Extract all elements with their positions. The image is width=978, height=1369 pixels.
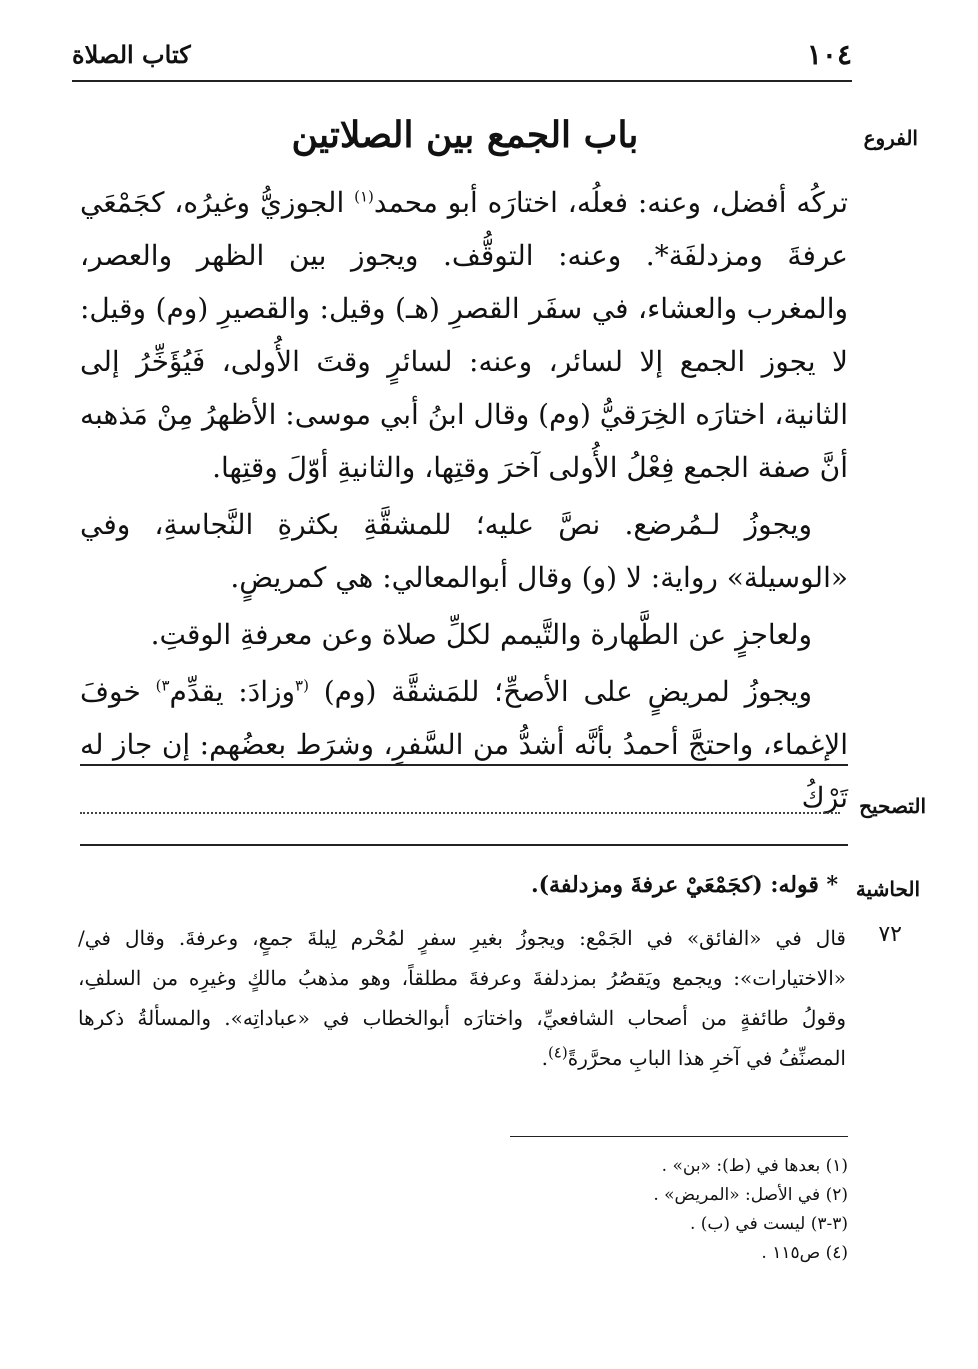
header-divider <box>72 80 852 82</box>
main-text <box>80 176 848 824</box>
page-number: ١٠٤ <box>806 38 852 71</box>
commentary-heading: * قوله: (كجَمْعَيْ عرفةَ ومزدلفة). <box>530 872 838 898</box>
footnote-ref: (٤) <box>547 1043 568 1062</box>
section-label-furu: الفروع <box>863 126 918 150</box>
section-label-tashih: التصحيح <box>859 794 926 818</box>
footnote-ref: (١) <box>354 187 374 206</box>
commentary-number: ٧٢ <box>878 922 902 947</box>
section-divider <box>80 764 848 766</box>
running-title: كتاب الصلاة <box>72 40 191 69</box>
section-divider <box>80 844 848 846</box>
footnote-item: (٢) في الأصل: «المريض» . <box>653 1185 848 1205</box>
footnote-ref: ٣) <box>155 676 170 695</box>
main-paragraph-1: تركُه أفضل، وعنه: فعلُه، اختارَه أبو محمد$^{(١)}$ الجوزيُّ وغيرُه، كجَمْعَي عرفةَ ومزدلفَة*. وعنه: التوقُّف. ويجوز بين الظهر والعصر، والمغرب والعشاء، في سفَر القصرِ (هـ) وقيل: والقصيرِ (وم) وقيل: لا يجوز الجمع إلا لسائر، وعنه: لسائرٍ وقتَ الأُولى، فَيُؤَخِّرُ إلى الثانية، اختارَه الخِرَقيُّ (وم) وقال ابنُ أبي موسى: الأظهرُ مِنْ مَذهبه أنَّ صفة الجمع فِعْلُ الأُولى آخرَ وقتِها، والثانيةِ أوّلَ وقتِها. <box>79 186 849 484</box>
footnote-item: (٣-٣) ليست في (ب) . <box>689 1214 848 1234</box>
footnotes <box>448 1152 848 1268</box>
correction-dotted-line <box>80 796 840 814</box>
main-paragraph-2: ويجوزُ لـمُرضع. نصَّ عليه؛ للمشقَّةِ بكثرةِ النَّجاسةِ، وفي «الوسيلة» رواية: لا (و) وقال أبوالمعالي: هي كمريضٍ. <box>80 508 848 594</box>
footnote-item: (١) بعدها في (ط): «بن» . <box>661 1156 848 1176</box>
section-label-hashiya: الحاشية <box>855 877 920 901</box>
main-paragraph-3: ولعاجزٍ عن الطَّهارة والتَّيمم لكلِّ صلاة وعن معرفةِ الوقتِ. <box>150 618 812 651</box>
main-paragraph-4: ويجوزُ لمريضٍ على الأصحِّ؛ للمَشقَّة (وم) $^{(٣}$وزادَ: يقدِّم$^{٣)}$ خوفَ الإغماء، واحتجَّ أحمدُ بأنَّه أشدُّ من السَّفرِ، وشرَط بعضُهم: إن جاز له تَرْكُ <box>80 675 848 814</box>
chapter-title: باب الجمع بين الصلاتين <box>291 114 639 156</box>
commentary-paragraph: قال في «الفائق» في الجَمْع: ويجوزُ بغيرِ سفرٍ لمُحْرم لِيلةَ جمعٍ، وعرفةَ. وقال في/ «الاختيارات»: ويجمع ويَقصُرُ بمزدلفةَ وعرفةَ مطلقاً، وهو مذهبُ مالكٍ وغيرِه من السلفِ، وقولُ طائفةٍ من أصحاب الشافعيِّ، واختارَه أبوالخطاب في «عباداتِه». والمسألةُ ذكرها المصنِّفُ في آخرِ هذا البابِ محرَّرةً$^{(٤)}$. <box>78 926 846 1070</box>
page-header <box>72 38 852 74</box>
footnote-ref: (٣ <box>295 676 309 695</box>
footnote-item: (٤) ص١١٥ . <box>761 1243 848 1263</box>
commentary-text <box>78 918 846 1078</box>
footnote-divider <box>510 1136 848 1137</box>
